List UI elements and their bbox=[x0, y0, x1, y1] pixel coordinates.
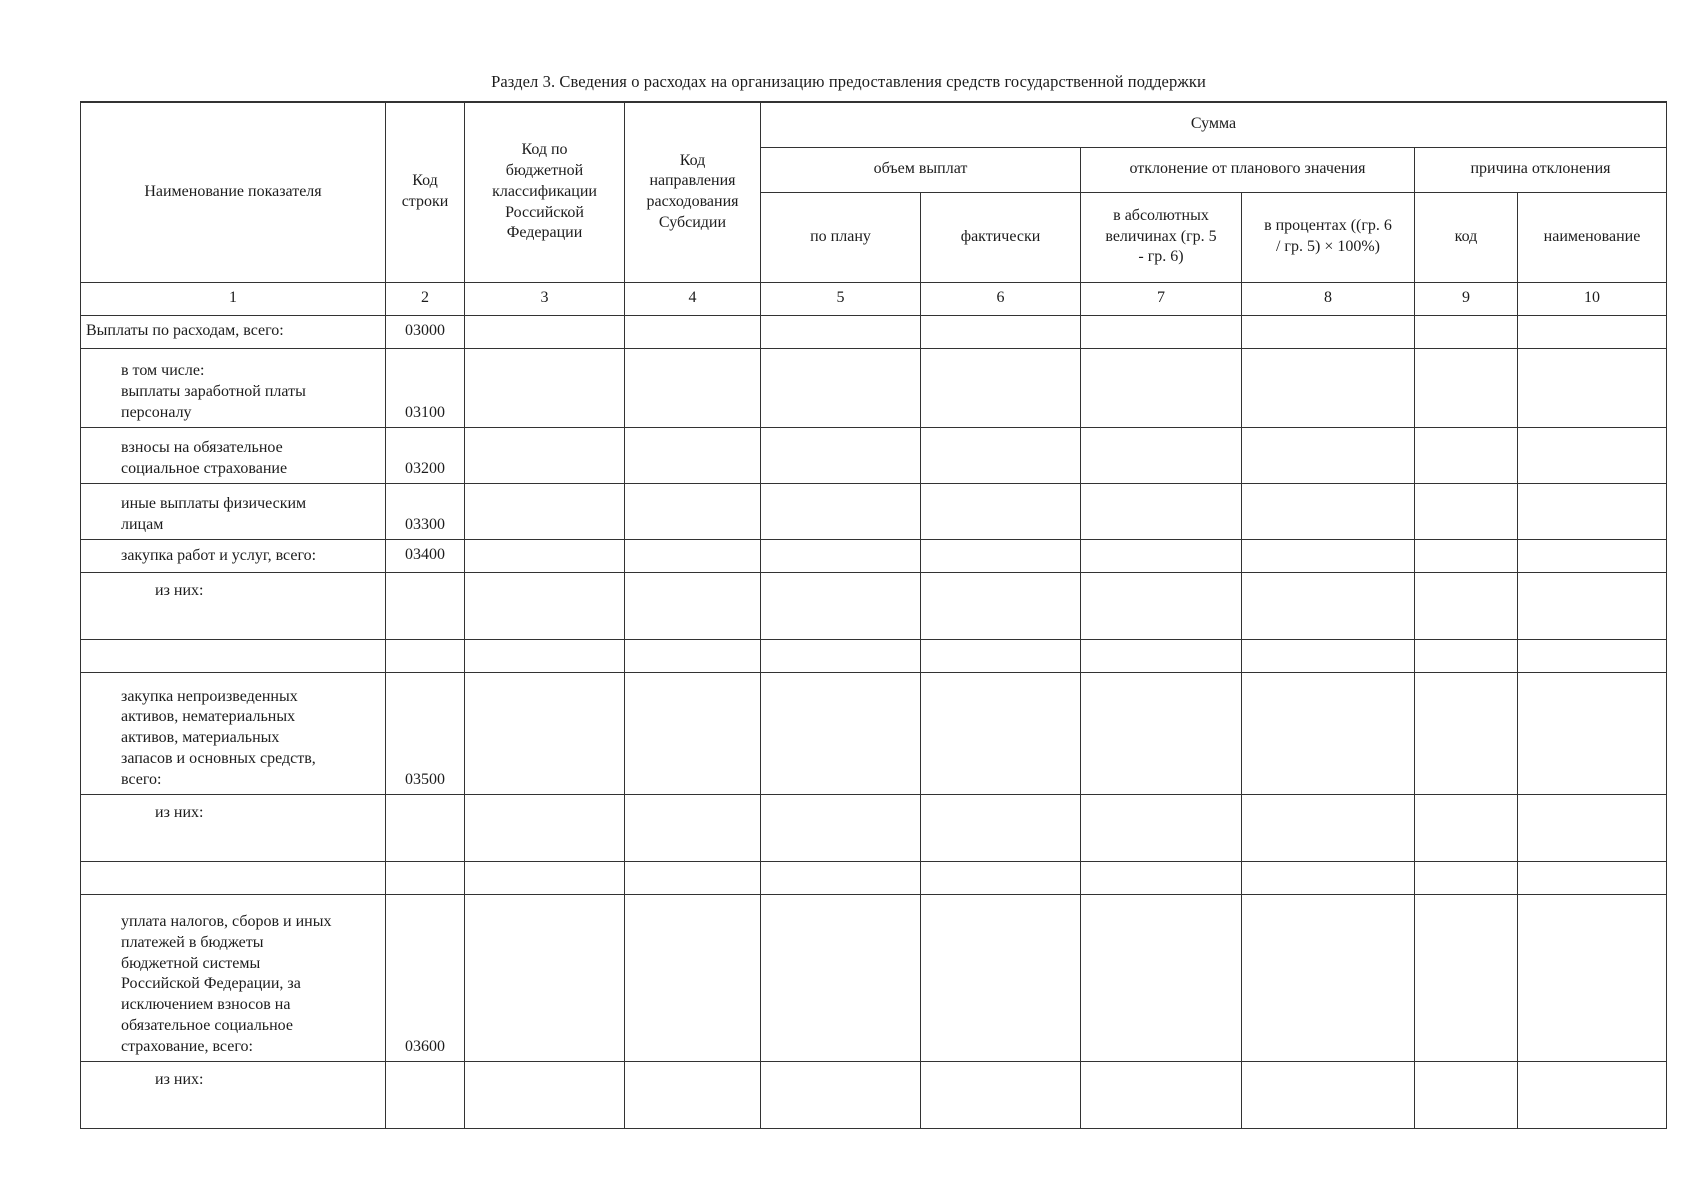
row-label: из них: bbox=[81, 794, 386, 861]
cell-plan[interactable] bbox=[761, 672, 921, 794]
row-code: 03000 bbox=[386, 315, 465, 348]
cell-reason-name[interactable] bbox=[1518, 672, 1667, 794]
table-row bbox=[81, 572, 1667, 639]
cell-reason-name[interactable] bbox=[1518, 894, 1667, 1061]
row-code[interactable] bbox=[386, 639, 465, 672]
cell-reason-code[interactable] bbox=[1415, 639, 1518, 672]
row-code: 03400 bbox=[386, 539, 465, 572]
cell-actual[interactable] bbox=[921, 483, 1081, 539]
row-label: из них: bbox=[81, 1061, 386, 1128]
cell-reason-name[interactable] bbox=[1518, 794, 1667, 861]
cell-percent[interactable] bbox=[1242, 427, 1415, 483]
cell-absolute[interactable] bbox=[1081, 315, 1242, 348]
table-row bbox=[81, 1061, 1667, 1128]
column-number: 1 bbox=[81, 282, 386, 315]
cell-plan[interactable] bbox=[761, 639, 921, 672]
header-absolute: в абсолютных величинах (гр. 5 - гр. 6) bbox=[1081, 192, 1242, 282]
header-percent: в процентах ((гр. 6 / гр. 5) × 100%) bbox=[1242, 192, 1415, 282]
header-row-code: Код строки bbox=[386, 102, 465, 282]
column-number: 7 bbox=[1081, 282, 1242, 315]
row-label: в том числе: выплаты заработной платы персоналу bbox=[81, 348, 386, 427]
cell-reason-name[interactable] bbox=[1518, 348, 1667, 427]
cell-direction-code[interactable] bbox=[625, 794, 761, 861]
table-row bbox=[81, 639, 1667, 672]
header-reason-code: код bbox=[1415, 192, 1518, 282]
cell-direction-code[interactable] bbox=[625, 483, 761, 539]
row-code: 03300 bbox=[386, 483, 465, 539]
cell-direction-code[interactable] bbox=[625, 315, 761, 348]
cell-plan[interactable] bbox=[761, 794, 921, 861]
cell-budget-code[interactable] bbox=[465, 794, 625, 861]
cell-reason-code[interactable] bbox=[1415, 794, 1518, 861]
column-number: 9 bbox=[1415, 282, 1518, 315]
row-label: уплата налогов, сборов и иных платежей в бюджеты бюджетной системы Российской Федерации, за исключением взносов на обязательное социальное страхование, всего: bbox=[81, 894, 386, 1061]
cell-budget-code[interactable] bbox=[465, 348, 625, 427]
cell-budget-code[interactable] bbox=[465, 427, 625, 483]
cell-reason-name[interactable] bbox=[1518, 483, 1667, 539]
cell-plan[interactable] bbox=[761, 427, 921, 483]
cell-percent[interactable] bbox=[1242, 1061, 1415, 1128]
cell-actual[interactable] bbox=[921, 672, 1081, 794]
cell-budget-code[interactable] bbox=[465, 861, 625, 894]
row-label: закупка непроизведенных активов, нематериальных активов, материальных запасов и основных средств, всего: bbox=[81, 672, 386, 794]
cell-actual[interactable] bbox=[921, 1061, 1081, 1128]
column-number: 4 bbox=[625, 282, 761, 315]
row-code bbox=[386, 1061, 465, 1128]
cell-plan[interactable] bbox=[761, 483, 921, 539]
column-numbers-row bbox=[81, 282, 1667, 315]
cell-reason-name[interactable] bbox=[1518, 861, 1667, 894]
cell-percent[interactable] bbox=[1242, 483, 1415, 539]
table-row bbox=[81, 315, 1667, 348]
cell-reason-code[interactable] bbox=[1415, 861, 1518, 894]
cell-reason-code[interactable] bbox=[1415, 539, 1518, 572]
cell-reason-name[interactable] bbox=[1518, 315, 1667, 348]
row-label: из них: bbox=[81, 572, 386, 639]
cell-percent[interactable] bbox=[1242, 672, 1415, 794]
column-number: 6 bbox=[921, 282, 1081, 315]
cell-reason-code[interactable] bbox=[1415, 348, 1518, 427]
cell-percent[interactable] bbox=[1242, 894, 1415, 1061]
row-code[interactable] bbox=[386, 861, 465, 894]
cell-plan[interactable] bbox=[761, 861, 921, 894]
table-row bbox=[81, 672, 1667, 794]
cell-reason-name[interactable] bbox=[1518, 639, 1667, 672]
cell-reason-name[interactable] bbox=[1518, 539, 1667, 572]
cell-direction-code[interactable] bbox=[625, 861, 761, 894]
cell-percent[interactable] bbox=[1242, 639, 1415, 672]
header-direction-code: Код направления расходования Субсидии bbox=[625, 102, 761, 282]
row-code bbox=[386, 572, 465, 639]
cell-reason-name[interactable] bbox=[1518, 427, 1667, 483]
cell-percent[interactable] bbox=[1242, 794, 1415, 861]
cell-budget-code[interactable] bbox=[465, 894, 625, 1061]
cell-actual[interactable] bbox=[921, 348, 1081, 427]
cell-absolute[interactable] bbox=[1081, 672, 1242, 794]
cell-absolute[interactable] bbox=[1081, 572, 1242, 639]
row-code: 03100 bbox=[386, 348, 465, 427]
cell-actual[interactable] bbox=[921, 315, 1081, 348]
header-actual: фактически bbox=[921, 192, 1081, 282]
header-sum: Сумма bbox=[761, 102, 1667, 147]
cell-absolute[interactable] bbox=[1081, 794, 1242, 861]
cell-percent[interactable] bbox=[1242, 861, 1415, 894]
row-label: взносы на обязательное социальное страхование bbox=[81, 427, 386, 483]
cell-actual[interactable] bbox=[921, 861, 1081, 894]
row-code: 03500 bbox=[386, 672, 465, 794]
cell-absolute[interactable] bbox=[1081, 861, 1242, 894]
table-row bbox=[81, 483, 1667, 539]
cell-direction-code[interactable] bbox=[625, 348, 761, 427]
header-row-1 bbox=[81, 102, 1667, 147]
cell-percent[interactable] bbox=[1242, 539, 1415, 572]
table-row bbox=[81, 794, 1667, 861]
cell-absolute[interactable] bbox=[1081, 539, 1242, 572]
cell-plan[interactable] bbox=[761, 894, 921, 1061]
cell-absolute[interactable] bbox=[1081, 639, 1242, 672]
expenses-table bbox=[80, 101, 1667, 1129]
cell-plan[interactable] bbox=[761, 539, 921, 572]
cell-reason-name[interactable] bbox=[1518, 572, 1667, 639]
cell-actual[interactable] bbox=[921, 639, 1081, 672]
cell-direction-code[interactable] bbox=[625, 539, 761, 572]
cell-absolute[interactable] bbox=[1081, 483, 1242, 539]
row-label: Выплаты по расходам, всего: bbox=[81, 315, 386, 348]
cell-plan[interactable] bbox=[761, 315, 921, 348]
cell-budget-code[interactable] bbox=[465, 639, 625, 672]
cell-actual[interactable] bbox=[921, 427, 1081, 483]
cell-absolute[interactable] bbox=[1081, 427, 1242, 483]
cell-direction-code[interactable] bbox=[625, 639, 761, 672]
cell-direction-code[interactable] bbox=[625, 572, 761, 639]
table-row bbox=[81, 894, 1667, 1061]
row-code: 03200 bbox=[386, 427, 465, 483]
cell-budget-code[interactable] bbox=[465, 672, 625, 794]
cell-reason-code[interactable] bbox=[1415, 894, 1518, 1061]
header-deviation: отклонение от планового значения bbox=[1081, 147, 1415, 192]
cell-budget-code[interactable] bbox=[465, 572, 625, 639]
row-label: иные выплаты физическим лицам bbox=[81, 483, 386, 539]
header-name: Наименование показателя bbox=[81, 102, 386, 282]
cell-actual[interactable] bbox=[921, 539, 1081, 572]
cell-reason-code[interactable] bbox=[1415, 315, 1518, 348]
row-label: закупка работ и услуг, всего: bbox=[81, 539, 386, 572]
column-number: 8 bbox=[1242, 282, 1415, 315]
cell-budget-code[interactable] bbox=[465, 315, 625, 348]
cell-plan[interactable] bbox=[761, 572, 921, 639]
column-number: 5 bbox=[761, 282, 921, 315]
cell-actual[interactable] bbox=[921, 572, 1081, 639]
header-payments: объем выплат bbox=[761, 147, 1081, 192]
header-reason-name: наименование bbox=[1518, 192, 1667, 282]
table-row bbox=[81, 539, 1667, 572]
cell-percent[interactable] bbox=[1242, 348, 1415, 427]
cell-percent[interactable] bbox=[1242, 572, 1415, 639]
cell-direction-code[interactable] bbox=[625, 894, 761, 1061]
cell-plan[interactable] bbox=[761, 1061, 921, 1128]
cell-reason-code[interactable] bbox=[1415, 672, 1518, 794]
cell-reason-code[interactable] bbox=[1415, 572, 1518, 639]
header-plan: по плану bbox=[761, 192, 921, 282]
cell-plan[interactable] bbox=[761, 348, 921, 427]
section-title: Раздел 3. Сведения о расходах на организацию предоставления средств государственной поддержки bbox=[491, 72, 1206, 91]
cell-percent[interactable] bbox=[1242, 315, 1415, 348]
cell-budget-code[interactable] bbox=[465, 483, 625, 539]
header-budget-code: Код по бюджетной классификации Российской Федерации bbox=[465, 102, 625, 282]
cell-actual[interactable] bbox=[921, 894, 1081, 1061]
column-number: 2 bbox=[386, 282, 465, 315]
cell-budget-code[interactable] bbox=[465, 1061, 625, 1128]
cell-reason-code[interactable] bbox=[1415, 483, 1518, 539]
cell-reason-name[interactable] bbox=[1518, 1061, 1667, 1128]
cell-budget-code[interactable] bbox=[465, 539, 625, 572]
cell-direction-code[interactable] bbox=[625, 672, 761, 794]
row-label[interactable] bbox=[81, 861, 386, 894]
cell-absolute[interactable] bbox=[1081, 348, 1242, 427]
cell-reason-code[interactable] bbox=[1415, 427, 1518, 483]
table-row bbox=[81, 861, 1667, 894]
cell-direction-code[interactable] bbox=[625, 427, 761, 483]
table-row bbox=[81, 427, 1667, 483]
table-row bbox=[81, 348, 1667, 427]
cell-actual[interactable] bbox=[921, 794, 1081, 861]
column-number: 3 bbox=[465, 282, 625, 315]
row-code: 03600 bbox=[386, 894, 465, 1061]
column-number: 10 bbox=[1518, 282, 1667, 315]
cell-reason-code[interactable] bbox=[1415, 1061, 1518, 1128]
row-label[interactable] bbox=[81, 639, 386, 672]
header-reason: причина отклонения bbox=[1415, 147, 1667, 192]
cell-absolute[interactable] bbox=[1081, 1061, 1242, 1128]
cell-absolute[interactable] bbox=[1081, 894, 1242, 1061]
cell-direction-code[interactable] bbox=[625, 1061, 761, 1128]
row-code bbox=[386, 794, 465, 861]
